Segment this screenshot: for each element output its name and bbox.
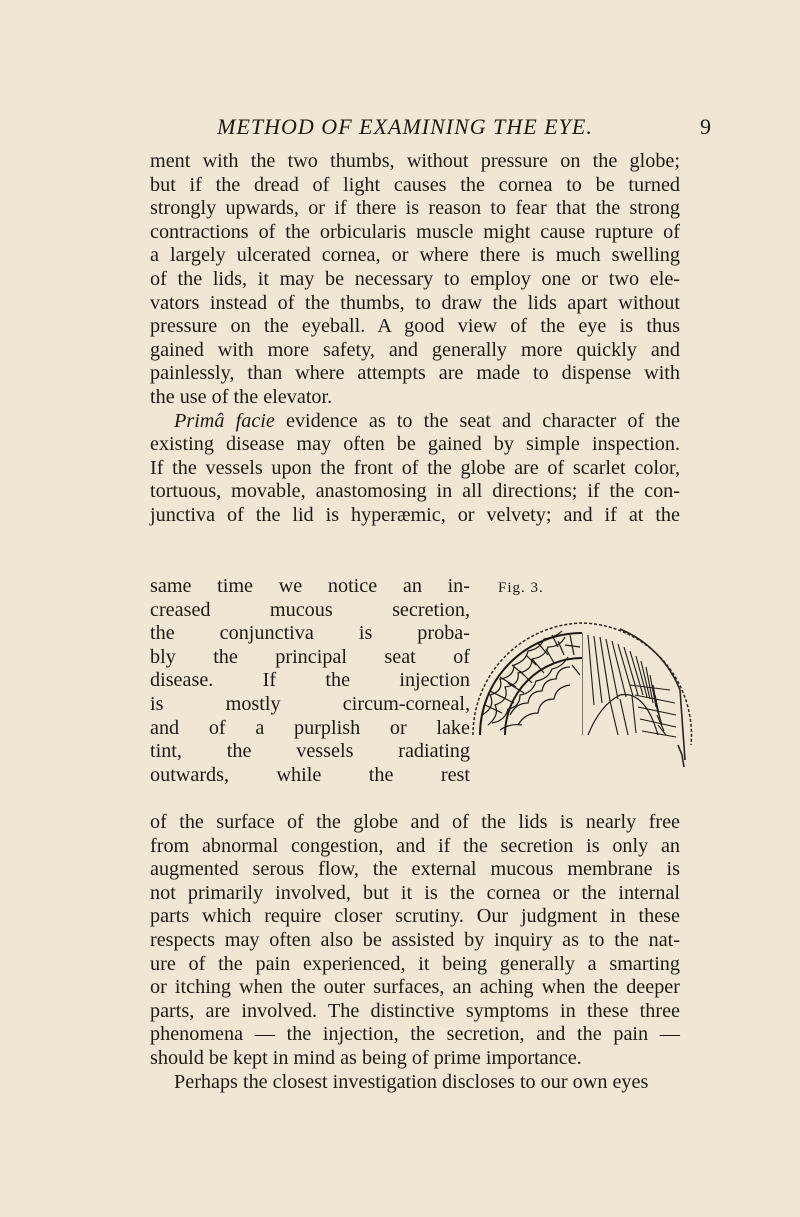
text-line: of the surface of the globe and of the lids is nearly free	[150, 811, 680, 833]
text-line: the conjunctiva is proba-	[150, 622, 470, 645]
text-line: contractions of the orbicularis muscle might cause rupture of	[150, 220, 680, 243]
text-line: is mostly circum-corneal,	[150, 692, 470, 715]
text-line: parts, are involved. The distinctive symptoms in these three	[150, 999, 680, 1022]
text-line: respects may often also be assisted by inquiry as to the nat-	[150, 928, 680, 951]
text-line: disease. If the injection	[150, 669, 470, 692]
running-head: METHOD OF EXAMINING THE EYE.	[217, 114, 593, 139]
figure-caption: Fig. 3.	[498, 580, 544, 596]
text-line: gained with more safety, and generally more quickly and	[150, 338, 680, 361]
text-line: same time we notice an in-	[150, 575, 470, 597]
text-line: phenomena — the injection, the secretion, and the pain —	[150, 1023, 680, 1046]
text-line: but if the dread of light causes the cornea to be turned	[150, 173, 680, 196]
text-line: bly the principal seat of	[150, 645, 470, 668]
text-line: strongly upwards, or if there is reason to fear that the strong	[150, 197, 680, 220]
text-line: the use of the elevator.	[150, 385, 333, 408]
text-line: junctiva of the lid is hyperæmic, or velvety; and if at the	[150, 503, 680, 526]
text-line: not primarily involved, but it is the cornea or the internal	[150, 881, 680, 904]
text-line: pressure on the eyeball. A good view of the eye is thus	[150, 315, 680, 338]
page-number: 9	[700, 114, 711, 139]
text-line: should be kept in mind as being of prime importance.	[150, 1046, 582, 1069]
text-line: existing disease may often be gained by simple inspection.	[150, 433, 680, 456]
text-line: and of a purplish or lake	[150, 716, 470, 739]
italic-phrase: Primâ facie	[174, 409, 275, 432]
text-line: or itching when the outer surfaces, an aching when the deeper	[150, 976, 680, 999]
eye-section-illustration	[470, 595, 695, 785]
text-line: ment with the two thumbs, without pressure on the globe;	[150, 150, 680, 172]
text-block-top	[150, 150, 680, 528]
text-block-wrap	[150, 575, 470, 787]
conjunctival-vessels	[480, 631, 582, 735]
text-line: augmented serous flow, the external mucous membrane is	[150, 858, 680, 881]
text-line: outwards, while the rest	[150, 763, 470, 786]
radiating-vessels	[582, 633, 676, 737]
text-line: creased mucous secretion,	[150, 598, 470, 621]
text-block-bottom	[150, 811, 680, 1094]
text-line: painlessly, than where attempts are made to dispense with	[150, 362, 680, 385]
text-fragment: evidence as to the seat and character of the	[274, 409, 680, 432]
text-line: a largely ulcerated cornea, or where there is much swelling	[150, 244, 680, 267]
text-line: from abnormal congestion, and if the secretion is only an	[150, 834, 680, 857]
text-line: tint, the vessels radiating	[150, 740, 470, 763]
text-line: ure of the pain experienced, it being generally a smarting	[150, 952, 680, 975]
text-line: If the vessels upon the front of the globe are of scarlet color,	[150, 456, 680, 479]
text-line: of the lids, it may be necessary to employ one or two ele-	[150, 267, 680, 290]
text-line: vators instead of the thumbs, to draw the lids apart without	[150, 291, 680, 314]
text-line: tortuous, movable, anastomosing in all directions; if the con-	[150, 480, 680, 503]
text-line: Perhaps the closest investigation discloses to our own eyes	[174, 1070, 649, 1093]
paragraph-opening-line	[150, 410, 680, 434]
text-line: parts which require closer scrutiny. Our judgment in these	[150, 905, 680, 928]
